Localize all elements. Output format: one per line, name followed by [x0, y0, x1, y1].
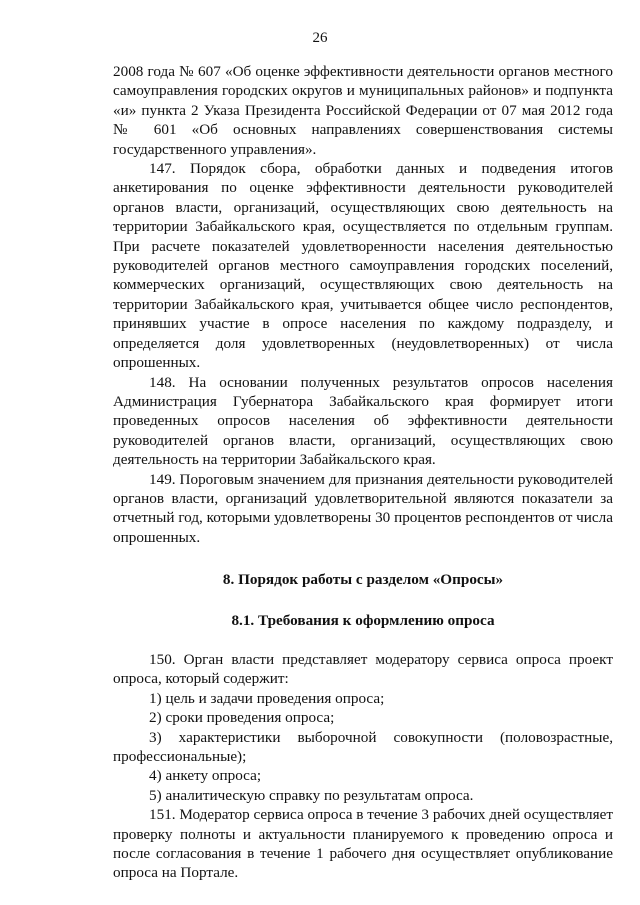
paragraph-147: 147. Порядок сбора, обработки данных и подведения итогов анкетирования по оценке эффективности деятельности руководителей органов власти, организаций, осуществляющих свою деятельность на территории Забайкальского края, осуществляется по отдельным группам. При расчете показателей удовлетворенности населения деятельностью руководителей органов местного самоуправления городских поселений, коммерческих организаций, осуществляющих свою деятельность на территории Забайкальского края, учитывается общее число респондентов, принявших участие в опросе населения по каждому подразделу, и определяется доля удовлетворенных (неудовлетворенных) от числа опрошенных. [113, 160, 613, 372]
page-number: 26 [312, 30, 328, 46]
list-item: 4) анкету опроса; [149, 767, 262, 785]
section-heading: 8. Порядок работы с разделом «Опросы» [222, 571, 504, 589]
paragraph-150: 150. Орган власти представляет модератору сервиса опроса проект опроса, который содержит: [113, 650, 613, 688]
paragraph-continuation: 2008 года № 607 «Об оценке эффективности деятельности органов местного самоуправления городских округов и муниципальных районов» и подпункта «и» пункта 2 Указа Президента Российской Федерации от 07 мая 2012 года № 601 «Об основных направлениях совершенствования системы государственного управления». [113, 63, 613, 158]
list-item: 5) аналитическую справку по результатам опроса. [149, 786, 474, 804]
subsection-heading: 8.1. Требования к оформлению опроса [231, 611, 495, 629]
list-item: 3) характеристики выборочной совокупности (половозрастные, профессиональные); [113, 728, 613, 765]
document-body [113, 62, 613, 883]
paragraph-149: 149. Пороговым значением для признания деятельности руководителей органов власти, организаций удовлетворительной являются показатели за отчетный год, которыми удовлетворены 30 процентов респондентов от числа опрошенных. [113, 470, 613, 546]
paragraph-151: 151. Модератор сервиса опроса в течение 3 рабочих дней осуществляет проверку полноты и актуальности планируемого к проведению опроса и после согласования в течение 1 рабочего дня осуществляет опубликование опроса на Портале. [113, 806, 613, 882]
list-item: 2) сроки проведения опроса; [149, 709, 335, 727]
paragraph-148: 148. На основании полученных результатов опросов населения Администрация Губернатора Забайкальского края формирует итоги проведенных опросов населения об эффективности деятельности руководителей органов власти, организаций, осуществляющих свою деятельность на территории Забайкальского края. [113, 373, 613, 469]
list-item: 1) цель и задачи проведения опроса; [149, 689, 385, 707]
